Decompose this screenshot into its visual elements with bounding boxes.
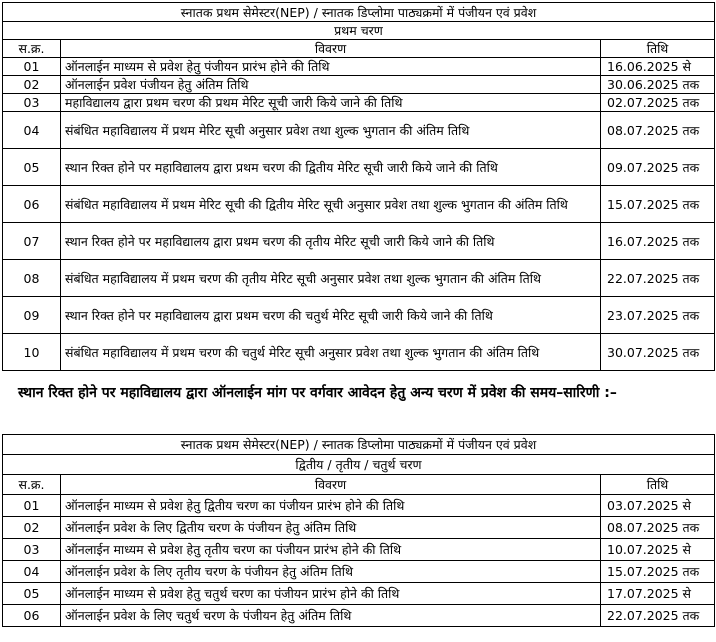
row-desc: ऑनलाईन माध्यम से प्रवेश हेतु तृतीय चरण का पंजीयन प्रारंभ होने की तिथि	[61, 539, 601, 561]
row-date: 23.07.2025 तक	[601, 297, 715, 334]
row-date: 22.07.2025 तक	[601, 605, 715, 627]
table-row	[3, 334, 715, 371]
table-title-row	[3, 3, 715, 22]
row-sno: 03	[3, 94, 61, 112]
table-row	[3, 149, 715, 186]
table-row	[3, 495, 715, 517]
row-sno: 05	[3, 149, 61, 186]
row-sno: 07	[3, 223, 61, 260]
table-row	[3, 517, 715, 539]
row-sno: 06	[3, 186, 61, 223]
table-row	[3, 297, 715, 334]
phase-label: प्रथम चरण	[3, 22, 715, 40]
row-sno: 08	[3, 260, 61, 297]
phase-row	[3, 22, 715, 40]
row-date: 16.06.2025 से	[601, 58, 715, 76]
row-desc: ऑनलाईन प्रवेश पंजीयन हेतु अंतिम तिथि	[61, 76, 601, 94]
row-desc: संबंधित महाविद्यालय में प्रथम चरण की चतुर्थ मेरिट सूची अनुसार प्रवेश तथा शुल्क भुगतान की अंतिम तिथि	[61, 334, 601, 371]
row-sno: 04	[3, 112, 61, 149]
table-row	[3, 58, 715, 76]
row-sno: 10	[3, 334, 61, 371]
row-desc: स्थान रिक्त होने पर महाविद्यालय द्वारा प्रथम चरण की चतुर्थ मेरिट सूची जारी किये जाने की तिथि	[61, 297, 601, 334]
row-date: 16.07.2025 तक	[601, 223, 715, 260]
row-desc: ऑनलाईन माध्यम से प्रवेश हेतु चतुर्थ चरण का पंजीयन प्रारंभ होने की तिथि	[61, 583, 601, 605]
row-desc: महाविद्यालय द्वारा प्रथम चरण की प्रथम मेरिट सूची जारी किये जाने की तिथि	[61, 94, 601, 112]
row-sno: 04	[3, 561, 61, 583]
row-sno: 01	[3, 58, 61, 76]
col-header-desc: विवरण	[61, 40, 601, 58]
row-date: 03.07.2025 से	[601, 495, 715, 517]
row-desc: ऑनलाईन प्रवेश के लिए द्वितीय चरण के पंजीयन हेतु अंतिम तिथि	[61, 517, 601, 539]
row-desc: स्थान रिक्त होने पर महाविद्यालय द्वारा प्रथम चरण की द्वितीय मेरिट सूची जारी किये जाने की तिथि	[61, 149, 601, 186]
row-desc: संबंधित महाविद्यालय में प्रथम मेरिट सूची की द्वितीय मेरिट सूची अनुसार प्रवेश तथा शुल्क भुगतान की अंतिम तिथि	[61, 186, 601, 223]
row-desc: स्थान रिक्त होने पर महाविद्यालय द्वारा प्रथम चरण की तृतीय मेरिट सूची जारी किये जाने की तिथि	[61, 223, 601, 260]
table-title-row	[3, 435, 715, 455]
row-desc: ऑनलाईन प्रवेश के लिए तृतीय चरण के पंजीयन हेतु अंतिम तिथि	[61, 561, 601, 583]
phase-row	[3, 455, 715, 475]
table-row	[3, 94, 715, 112]
row-desc: ऑनलाईन माध्यम से प्रवेश हेतु पंजीयन प्रारंभ होने की तिथि	[61, 58, 601, 76]
row-desc: ऑनलाईन माध्यम से प्रवेश हेतु द्वितीय चरण का पंजीयन प्रारंभ होने की तिथि	[61, 495, 601, 517]
row-date: 02.07.2025 तक	[601, 94, 715, 112]
row-desc: ऑनलाईन प्रवेश के लिए चतुर्थ चरण के पंजीयन हेतु अंतिम तिथि	[61, 605, 601, 627]
row-date: 15.07.2025 तक	[601, 561, 715, 583]
table-row	[3, 186, 715, 223]
row-sno: 05	[3, 583, 61, 605]
table-row	[3, 539, 715, 561]
row-date: 08.07.2025 तक	[601, 112, 715, 149]
schedule-note: स्थान रिक्त होने पर महाविद्यालय द्वारा ऑनलाईन मांग पर वर्गवार आवेदन हेतु अन्य चरण में प्रवेश की समय–सारिणी :–	[18, 385, 617, 401]
row-sno: 02	[3, 76, 61, 94]
col-header-sno: स.क्र.	[3, 40, 61, 58]
schedule-table-other-phases	[2, 434, 715, 627]
phase-label: द्वितीय / तृतीय / चतुर्थ चरण	[3, 455, 715, 475]
table-row	[3, 260, 715, 297]
col-header-desc: विवरण	[61, 475, 601, 495]
row-date: 09.07.2025 तक	[601, 149, 715, 186]
col-header-sno: स.क्र.	[3, 475, 61, 495]
header-row	[3, 40, 715, 58]
row-date: 22.07.2025 तक	[601, 260, 715, 297]
row-sno: 01	[3, 495, 61, 517]
row-sno: 09	[3, 297, 61, 334]
table-row	[3, 223, 715, 260]
header-row	[3, 475, 715, 495]
row-date: 17.07.2025 से	[601, 583, 715, 605]
row-date: 15.07.2025 तक	[601, 186, 715, 223]
row-sno: 03	[3, 539, 61, 561]
table-row	[3, 605, 715, 627]
table-title: स्नातक प्रथम सेमेस्टर(NEP) / स्नातक डिप्लोमा पाठ्यक्रमों में पंजीयन एवं प्रवेश	[3, 3, 715, 22]
schedule-table-first-phase	[2, 2, 715, 371]
table-row	[3, 561, 715, 583]
col-header-date: तिथि	[601, 475, 715, 495]
row-sno: 06	[3, 605, 61, 627]
table-title: स्नातक प्रथम सेमेस्टर(NEP) / स्नातक डिप्लोमा पाठ्यक्रमों में पंजीयन एवं प्रवेश	[3, 435, 715, 455]
row-desc: संबंधित महाविद्यालय में प्रथम मेरिट सूची अनुसार प्रवेश तथा शुल्क भुगतान की अंतिम तिथि	[61, 112, 601, 149]
row-sno: 02	[3, 517, 61, 539]
col-header-date: तिथि	[601, 40, 715, 58]
row-desc: संबंधित महाविद्यालय में प्रथम चरण की तृतीय मेरिट सूची अनुसार प्रवेश तथा शुल्क भुगतान की अंतिम तिथि	[61, 260, 601, 297]
row-date: 08.07.2025 तक	[601, 517, 715, 539]
table-row	[3, 112, 715, 149]
row-date: 30.07.2025 तक	[601, 334, 715, 371]
table-row	[3, 76, 715, 94]
row-date: 10.07.2025 से	[601, 539, 715, 561]
table-row	[3, 583, 715, 605]
row-date: 30.06.2025 तक	[601, 76, 715, 94]
